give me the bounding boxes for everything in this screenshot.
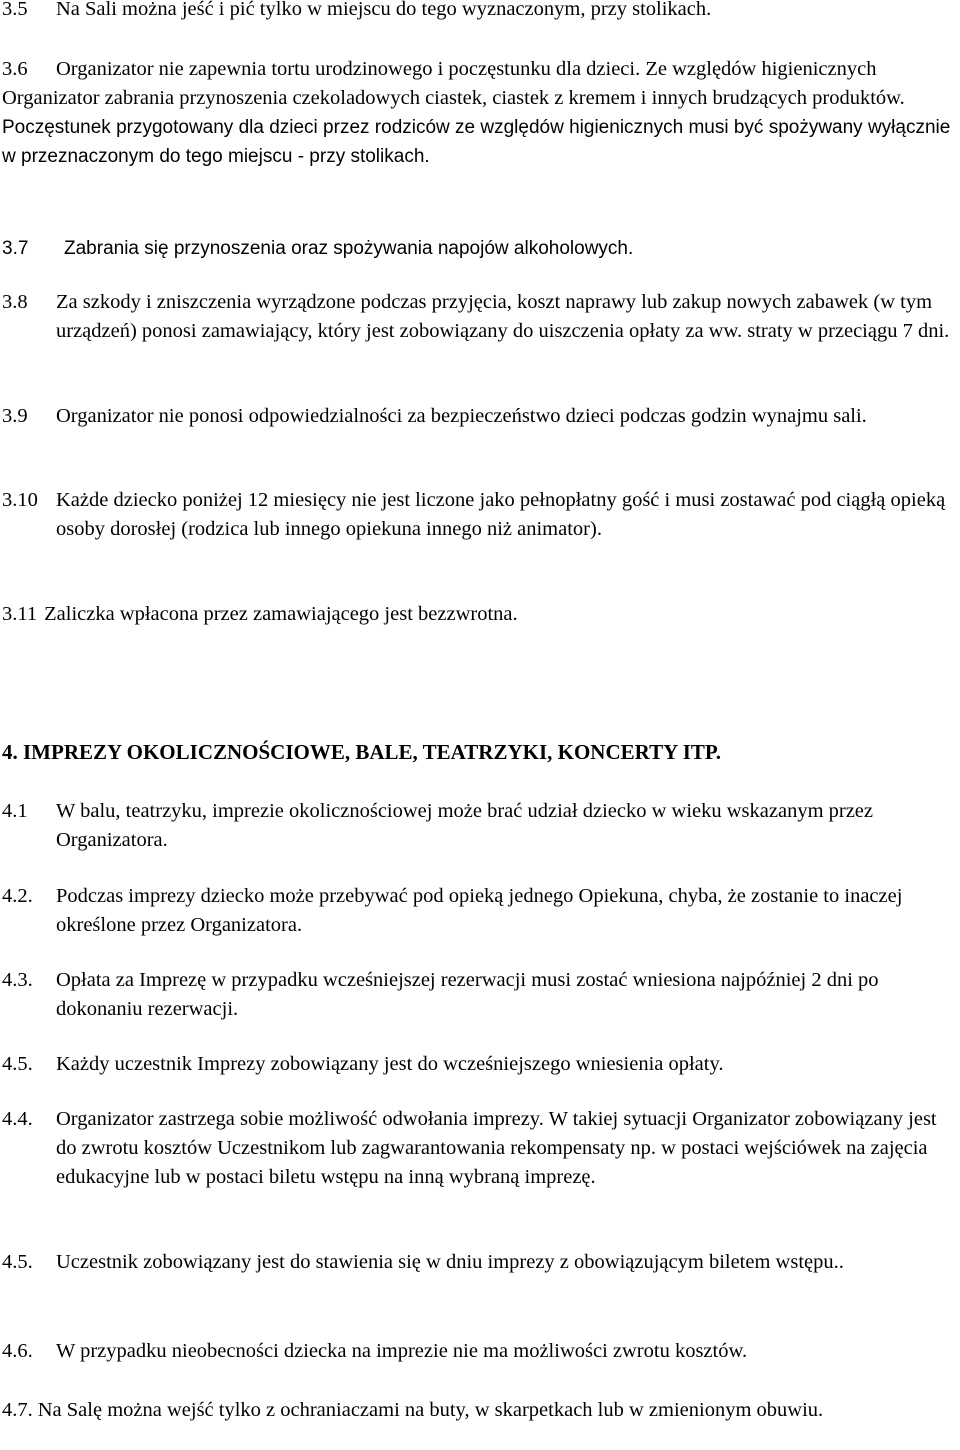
clause-text-part: Organizator nie zapewnia tortu urodzinowego i poczęstunku dla dzieci. Ze względów higienicznych Organizator zabrania przynoszenia czekoladowych ciastek, ciastek z kremem i innych brudzących produktów.: [2, 58, 905, 109]
clause-text: W balu, teatrzyku, imprezie okolicznościowej może brać udział dziecko w wieku wskazanym przez Organizatora.: [56, 800, 874, 851]
clause-3-5: [2, 0, 952, 24]
clause-4-1: [2, 797, 952, 855]
clause-number: 4.4.: [2, 1108, 33, 1130]
clause-4-5-b: [2, 1248, 952, 1277]
clause-3-8: [2, 288, 952, 346]
clause-number: 3.10: [2, 489, 38, 511]
clause-4-4: [2, 1105, 952, 1192]
clause-number: 4.2.: [2, 885, 33, 907]
clause-3-9: [2, 402, 952, 431]
clause-number: 3.9: [2, 405, 28, 427]
clause-text: Organizator nie ponosi odpowiedzialności za bezpieczeństwo dzieci podczas godzin wynajmu sali.: [56, 405, 867, 427]
section-heading: 4. IMPREZY OKOLICZNOŚCIOWE, BALE, TEATRZYKI, KONCERTY ITP.: [2, 740, 722, 764]
clause-number: 4.1: [2, 800, 28, 822]
clause-text: Podczas imprezy dziecko może przebywać pod opieką jednego Opiekuna, chyba, że zostanie to inaczej określone przez Organizatora.: [56, 885, 903, 936]
clause-text: Organizator zastrzega sobie możliwość odwołania imprezy. W takiej sytuacji Organizator zobowiązany jest do zwrotu kosztów Uczestnikom lub zagwarantowania rekompensaty np. w postaci wejściówek na zajęcia edukacyjne lub w postaci biletu wstępu na inną wybraną imprezę.: [56, 1108, 937, 1188]
clause-text: Każde dziecko poniżej 12 miesięcy nie jest liczone jako pełnopłatny gość i musi zostawać pod ciągłą opieką osoby dorosłej (rodzica lub innego opiekuna innego niż animator).: [56, 489, 946, 540]
clause-number: 3.11: [2, 603, 38, 625]
clause-4-5-a: [2, 1050, 952, 1079]
clause-number: 4.6.: [2, 1340, 33, 1362]
clause-4-6: [2, 1337, 952, 1366]
clause-3-11: [2, 600, 952, 629]
clause-text: Uczestnik zobowiązany jest do stawienia się w dniu imprezy z obowiązującym biletem wstępu..: [56, 1251, 844, 1273]
clause-3-7: [2, 234, 952, 263]
clause-4-7: [2, 1396, 952, 1425]
clause-number: 3.6: [2, 58, 28, 80]
clause-text: Za szkody i zniszczenia wyrządzone podczas przyjęcia, koszt naprawy lub zakup nowych zabawek (w tym urządzeń) ponosi zamawiający, który jest zobowiązany do uiszczenia opłaty za ww. straty w przeciągu 7 dni.: [56, 291, 950, 342]
clause-text: Zabrania się przynoszenia oraz spożywania napojów alkoholowych.: [64, 238, 634, 259]
clause-number: 4.7.: [2, 1399, 33, 1421]
clause-number: 4.5.: [2, 1053, 33, 1075]
clause-continuation: Poczęstunek przygotowany dla dzieci przez rodziców ze względów higienicznych musi być spożywany wyłącznie w przeznaczonym do tego miejscu - przy stolikach.: [2, 117, 951, 167]
clause-text: Na Sali można jeść i pić tylko w miejscu do tego wyznaczonym, przy stolikach.: [56, 0, 712, 20]
clause-text: Na Salę można wejść tylko z ochraniaczami na buty, w skarpetkach lub w zmienionym obuwiu.: [37, 1399, 824, 1421]
clause-text: Zaliczka wpłacona przez zamawiającego jest bezzwrotna.: [44, 603, 518, 625]
clause-number: 4.5.: [2, 1251, 33, 1273]
clause-text: [2, 55, 952, 171]
clause-4-3: [2, 966, 952, 1024]
clause-3-10: [2, 486, 952, 544]
clause-number: 3.5: [2, 0, 28, 20]
clause-number: 4.3.: [2, 969, 33, 991]
clause-4-2: [2, 882, 952, 940]
clause-number: 3.8: [2, 291, 28, 313]
clause-3-6: [2, 55, 952, 171]
clause-number: 3.7: [2, 238, 29, 259]
clause-text: Każdy uczestnik Imprezy zobowiązany jest do wcześniejszego wniesienia opłaty.: [56, 1053, 724, 1075]
clause-text: W przypadku nieobecności dziecka na imprezie nie ma możliwości zwrotu kosztów.: [56, 1340, 748, 1362]
clause-text: Opłata za Imprezę w przypadku wcześniejszej rezerwacji musi zostać wniesiona najpóźniej 2 dni po dokonaniu rezerwacji.: [56, 969, 879, 1020]
